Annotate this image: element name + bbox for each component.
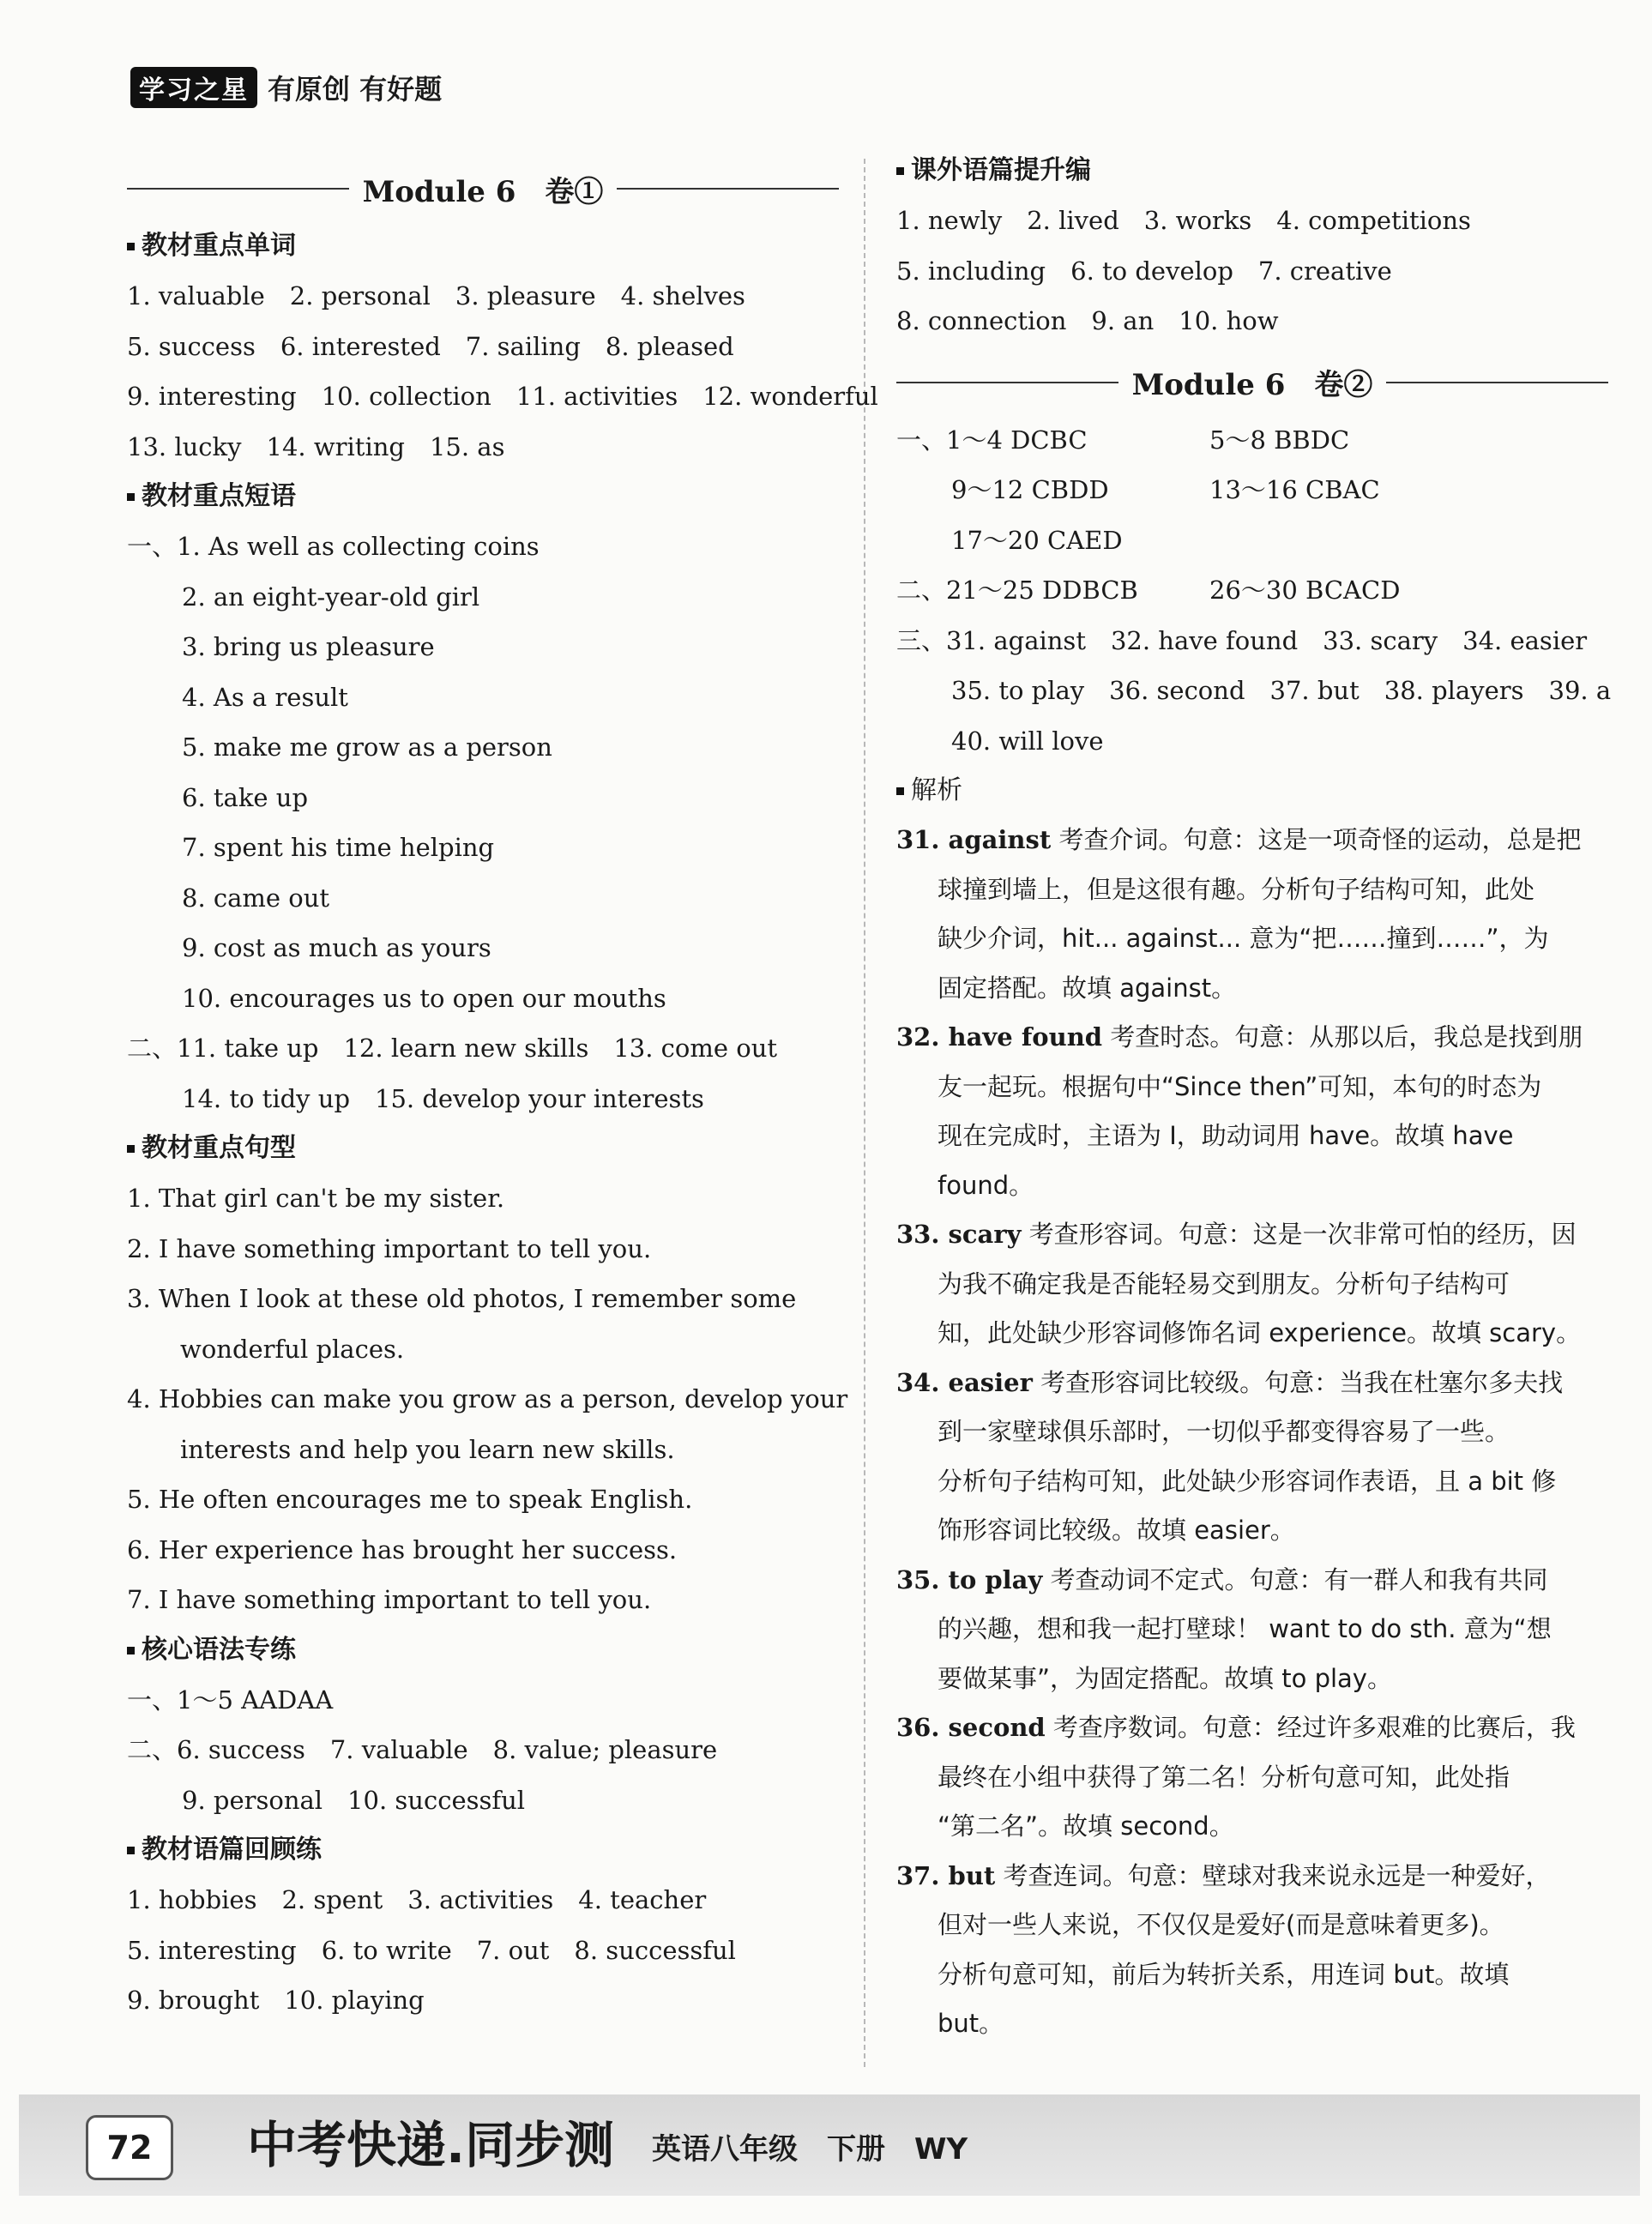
- analysis-text: 分析句意可知，前后为转折关系，用连词 but。故填: [938, 1959, 1510, 1989]
- section-title: 教材重点单词: [127, 221, 839, 271]
- book-subtitle: 英语八年级 下册 WY: [652, 2132, 968, 2167]
- module-title: Module 6 卷②: [1131, 368, 1373, 402]
- answer-line: 5. interesting 6. to write 7. out 8. successful: [127, 1935, 736, 1965]
- answer-line: 5. including 6. to develop 7. creative: [896, 256, 1392, 286]
- answer-line: 二、11. take up 12. learn new skills 13. come out: [127, 1034, 778, 1063]
- analysis-text: but。: [938, 2009, 1004, 2038]
- analysis-text: 但对一些人来说，不仅仅是爱好(而是意味着更多)。: [938, 1910, 1504, 1939]
- answer-line: wonderful places.: [180, 1334, 405, 1364]
- analysis-key: 34. easier: [896, 1367, 1033, 1397]
- analysis-key: 32. have found: [896, 1022, 1103, 1052]
- analysis-item: [896, 1852, 1608, 2049]
- answer-line: 9. brought 10. playing: [127, 1986, 425, 2015]
- right-column: [896, 155, 1612, 2049]
- answer-line: [896, 565, 1608, 616]
- analysis-text: 考查形容词。句意：这是一次非常可怕的经历，因: [1021, 1220, 1577, 1249]
- analysis-item: [896, 1359, 1608, 1556]
- section-title: 教材重点句型: [127, 1124, 839, 1173]
- analysis-text: 考查连词。句意：壁球对我来说永远是一种爱好，: [995, 1860, 1551, 1890]
- answer-line: 4. Hobbies can make you grow as a person, develop your: [127, 1384, 848, 1413]
- answer-line: 5. make me grow as a person: [182, 732, 552, 762]
- answer-line: 8. came out: [182, 883, 330, 913]
- answer-line: 13. lucky 14. writing 15. as: [127, 431, 505, 461]
- module-heading-1: [127, 163, 839, 214]
- section-title: 课外语篇提升编: [896, 146, 1608, 196]
- analysis-text: 要做某事”，为固定搭配。故填 to play。: [938, 1663, 1392, 1693]
- answer-line: 1. valuable 2. personal 3. pleasure 4. shelves: [127, 281, 745, 310]
- analysis-text: 知，此处缺少形容词修饰名词 experience。故填 scary。: [938, 1318, 1582, 1347]
- page-number: 72: [86, 2115, 173, 2180]
- answer-line: 7. I have something important to tell you.: [127, 1585, 652, 1614]
- answer-line: 9. cost as much as yours: [182, 933, 491, 962]
- heading-rule: [896, 382, 1118, 383]
- answer-group: 26～30 BCACD: [1209, 576, 1401, 605]
- answer-line: 9. personal 10. successful: [182, 1785, 526, 1815]
- answer-line: [896, 415, 1608, 466]
- answer-line: 4. As a result: [182, 682, 348, 712]
- analysis-item: [896, 1210, 1608, 1359]
- answer-line: 一、1. As well as collecting coins: [127, 532, 540, 561]
- analysis-item: [896, 1703, 1608, 1852]
- analysis-text: 现在完成时，主语为 I，助动词用 have。故填 have: [938, 1121, 1514, 1150]
- module-heading-2: [896, 357, 1608, 408]
- answer-line: 1. That girl can't be my sister.: [127, 1184, 505, 1213]
- analysis-text: “第二名”。故填 second。: [938, 1811, 1234, 1841]
- answer-line: 7. spent his time helping: [182, 833, 495, 862]
- analysis-text: 缺少介词，hit... against... 意为“把……撞到……”，为: [938, 924, 1549, 953]
- analysis-title: [896, 766, 1608, 816]
- answer-line: 二、6. success 7. valuable 8. value; pleasure: [127, 1735, 718, 1764]
- analysis-key: 36. second: [896, 1713, 1046, 1742]
- brand-logo: 学习之星: [130, 67, 257, 108]
- analysis-key: 31. against: [896, 825, 1052, 854]
- analysis-text: 友一起玩。根据句中“Since then”可知，本句的时态为: [938, 1071, 1542, 1101]
- analysis-text: 考查形容词比较级。句意：当我在杜塞尔多夫找: [1032, 1367, 1564, 1397]
- column-divider: [864, 159, 865, 2067]
- answer-group: 5～8 BBDC: [1209, 425, 1350, 455]
- answer-line: 5. He often encourages me to speak English.: [127, 1485, 693, 1514]
- answer-line: 9. interesting 10. collection 11. activities 12. wonderful: [127, 382, 878, 411]
- analysis-text: found。: [938, 1170, 1034, 1200]
- heading-rule: [127, 188, 349, 190]
- brand-slogan: 有原创 有好题: [268, 73, 443, 105]
- analysis-text: 球撞到墙上，但是这很有趣。分析句子结构可知，此处: [938, 874, 1535, 904]
- analysis-item: [896, 816, 1608, 1013]
- answer-line: 2. I have something important to tell you.: [127, 1233, 652, 1263]
- heading-rule: [1386, 382, 1608, 383]
- answer-line: 8. connection 9. an 10. how: [896, 306, 1279, 335]
- analysis-text: 考查序数词。句意：经过许多艰难的比赛后，我: [1045, 1713, 1576, 1742]
- answer-group: 13～16 CBAC: [1209, 475, 1380, 504]
- answer-line: 1. newly 2. lived 3. works 4. competitions: [896, 206, 1471, 235]
- heading-rule: [617, 188, 839, 190]
- left-column: [127, 163, 878, 2026]
- analysis-title-text: 解析: [911, 775, 962, 805]
- answer-line: 1. hobbies 2. spent 3. activities 4. teacher: [127, 1885, 707, 1914]
- section-title: 教材重点短语: [127, 472, 839, 521]
- section-title: 教材语篇回顾练: [127, 1825, 839, 1875]
- analysis-key: 37. but: [896, 1860, 996, 1890]
- answer-line: 三、31. against 32. have found 33. scary 34. easier: [896, 625, 1588, 655]
- analysis-text: 考查介词。句意：这是一项奇怪的运动，总是把: [1051, 825, 1582, 854]
- answer-line: 10. encourages us to open our mouths: [182, 983, 666, 1013]
- analysis-text: 的兴趣，想和我一起打壁球！ want to do sth. 意为“想: [938, 1614, 1552, 1643]
- answer-line: 40. will love: [951, 726, 1104, 756]
- answer-group: 9～12 CBDD: [951, 475, 1109, 504]
- answer-group: 二、21～25 DDBCB: [896, 576, 1138, 605]
- answer-line: interests and help you learn new skills.: [180, 1434, 675, 1464]
- answer-line: 17～20 CAED: [951, 525, 1123, 555]
- analysis-text: 饰形容词比较级。故填 easier。: [938, 1516, 1295, 1545]
- analysis-text: 最终在小组中获得了第二名！分析句意可知，此处指: [938, 1762, 1510, 1792]
- page-header: [130, 67, 442, 108]
- analysis-text: 为我不确定我是否能轻易交到朋友。分析句子结构可: [938, 1269, 1510, 1299]
- analysis-text: 固定搭配。故填 against。: [938, 973, 1237, 1003]
- analysis-item: [896, 1013, 1608, 1210]
- analysis-text: 考查动词不定式。句意：有一群人和我有共同: [1042, 1564, 1548, 1594]
- answer-line: 一、1～5 AADAA: [127, 1685, 334, 1715]
- analysis-text: 到一家壁球俱乐部时，一切似乎都变得容易了一些。: [938, 1417, 1510, 1446]
- analysis-key: 35. to play: [896, 1564, 1043, 1594]
- analysis-text: 分析句子结构可知，此处缺少形容词作表语，且 a bit 修: [938, 1466, 1557, 1496]
- book-title: 中考快递.同步测: [247, 2116, 615, 2174]
- answer-line: 6. Her experience has brought her success.: [127, 1534, 678, 1564]
- module-title: Module 6 卷①: [362, 174, 604, 209]
- answer-line: 3. When I look at these old photos, I remember some: [127, 1284, 797, 1313]
- section-title: 核心语法专练: [127, 1625, 839, 1675]
- answer-line: 35. to play 36. second 37. but 38. players 39. a: [951, 676, 1612, 705]
- answer-line: 6. take up: [182, 782, 309, 812]
- answer-group: 一、1～4 DCBC: [896, 425, 1088, 455]
- analysis-item: [896, 1556, 1608, 1704]
- answer-line: 14. to tidy up 15. develop your interests: [182, 1083, 704, 1113]
- analysis-text: 考查时态。句意：从那以后，我总是找到朋: [1102, 1022, 1583, 1052]
- answer-line: 3. bring us pleasure: [182, 632, 435, 661]
- analysis-key: 33. scary: [896, 1220, 1022, 1249]
- answer-line: 2. an eight-year-old girl: [182, 582, 480, 612]
- answer-line: [896, 465, 1608, 515]
- answer-line: 5. success 6. interested 7. sailing 8. pleased: [127, 331, 734, 361]
